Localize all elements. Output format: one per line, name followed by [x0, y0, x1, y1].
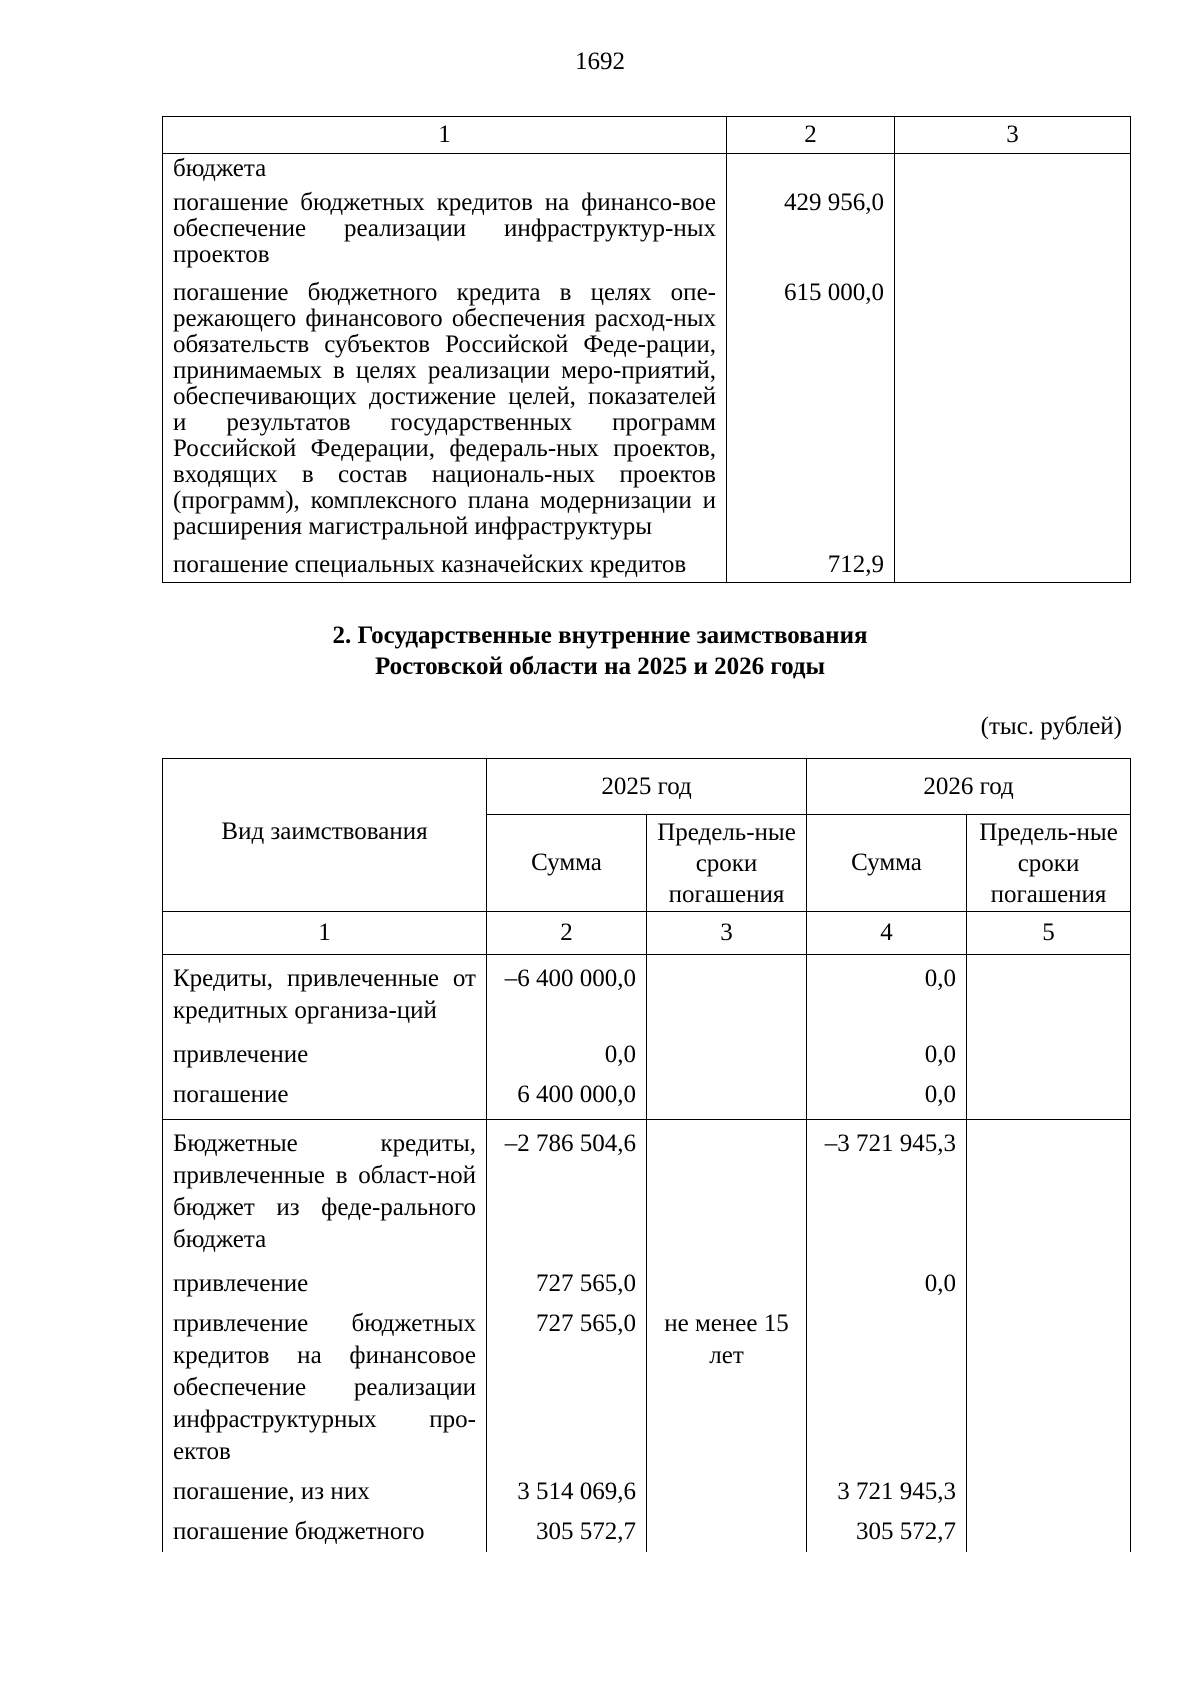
term-2026	[967, 1120, 1131, 1265]
term-2025	[647, 955, 807, 1036]
value-2026: 305 572,7	[807, 1512, 967, 1552]
row-empty-cell	[895, 274, 1131, 546]
table-row	[163, 1472, 1131, 1512]
row-description: погашение бюджетного кредита в целях опе-режающего финансового обеспечения расход-ных обязательств субъектов Российской Феде-рации, принимаемых в целях реализации меро-приятий, обеспечивающих достижение целей, показателей и результатов государственных программ Российской Федерации, федераль-ных проектов, входящих в состав националь-ных проектов (программ), комплексного плана модернизации и расширения магистральной инфраструктуры	[163, 274, 727, 546]
term-2026	[967, 1512, 1131, 1552]
value-2026: 0,0	[807, 955, 967, 1036]
col-number: 5	[967, 912, 1131, 955]
units-label: (тыс. рублей)	[980, 713, 1122, 740]
col-number: 3	[647, 912, 807, 955]
value-2026: 0,0	[807, 1264, 967, 1304]
table-row	[163, 546, 1131, 583]
value-2025: 727 565,0	[487, 1304, 647, 1472]
col-number: 2	[727, 117, 895, 154]
table-row	[163, 1264, 1131, 1304]
table-row	[163, 1075, 1131, 1120]
section-title-line: Ростовской области на 2025 и 2026 годы	[374, 653, 826, 680]
page-number: 1692	[575, 48, 625, 75]
header-row	[163, 759, 1131, 815]
col-number: 4	[807, 912, 967, 955]
term-2026	[967, 1075, 1131, 1120]
col-number: 1	[163, 117, 727, 154]
table-row	[163, 1035, 1131, 1075]
row-empty-cell	[895, 546, 1131, 583]
term-2025	[647, 1472, 807, 1512]
row-label: Бюджетные кредиты, привлеченные в област-ной бюджет из феде-рального бюджета	[163, 1120, 487, 1265]
row-label: погашение	[163, 1075, 487, 1120]
header-sum-2025: Сумма	[487, 815, 647, 912]
value-2026: –3 721 945,3	[807, 1120, 967, 1265]
value-2026: 0,0	[807, 1075, 967, 1120]
term-2026	[967, 1264, 1131, 1304]
value-2025: 305 572,7	[487, 1512, 647, 1552]
row-value: 712,9	[727, 546, 895, 583]
table-row	[163, 182, 1131, 274]
table-row	[163, 955, 1131, 1036]
row-label: погашение, из них	[163, 1472, 487, 1512]
row-label: привлечение	[163, 1035, 487, 1075]
row-empty-cell	[895, 182, 1131, 274]
table-row	[163, 274, 1131, 546]
table-row	[163, 1120, 1131, 1265]
term-2025	[647, 1075, 807, 1120]
term-2025	[647, 1120, 807, 1265]
row-label: привлечение бюджетных кредитов на финансовое обеспечение реализации инфраструктурных про-ектов	[163, 1304, 487, 1472]
column-number-row	[163, 912, 1131, 955]
value-2026	[807, 1304, 967, 1472]
row-description: бюджета	[163, 154, 727, 183]
value-2026: 3 721 945,3	[807, 1472, 967, 1512]
value-2025: 3 514 069,6	[487, 1472, 647, 1512]
term-2026	[967, 1035, 1131, 1075]
header-kind: Вид заимствования	[163, 759, 487, 912]
value-2025: 6 400 000,0	[487, 1075, 647, 1120]
row-empty-cell	[895, 154, 1131, 183]
header-year-2026: 2026 год	[807, 759, 1131, 815]
term-2026	[967, 1472, 1131, 1512]
row-value: 615 000,0	[727, 274, 895, 546]
term-2026	[967, 955, 1131, 1036]
header-terms-2025: Предель-ные сроки погашения	[647, 815, 807, 912]
value-2025: 727 565,0	[487, 1264, 647, 1304]
term-2026	[967, 1304, 1131, 1472]
section-title	[0, 620, 1200, 682]
value-2025: –6 400 000,0	[487, 955, 647, 1036]
repayment-table	[162, 116, 1131, 583]
col-number: 1	[163, 912, 487, 955]
value-2025: 0,0	[487, 1035, 647, 1075]
column-number-row	[163, 117, 1131, 154]
header-year-2025: 2025 год	[487, 759, 807, 815]
header-terms-2026: Предель-ные сроки погашения	[967, 815, 1131, 912]
row-description: погашение бюджетных кредитов на финансо-вое обеспечение реализации инфраструктур-ных проектов	[163, 182, 727, 274]
col-number: 3	[895, 117, 1131, 154]
table-row	[163, 1512, 1131, 1552]
term-2025	[647, 1264, 807, 1304]
row-label: привлечение	[163, 1264, 487, 1304]
value-2025: –2 786 504,6	[487, 1120, 647, 1265]
borrowings-table	[162, 758, 1131, 1552]
value-2026: 0,0	[807, 1035, 967, 1075]
row-label: Кредиты, привлеченные от кредитных организа-ций	[163, 955, 487, 1036]
header-sum-2026: Сумма	[807, 815, 967, 912]
section-title-line: 2. Государственные внутренние заимствования	[332, 622, 868, 649]
col-number: 2	[487, 912, 647, 955]
table-row	[163, 154, 1131, 183]
row-description: погашение специальных казначейских кредитов	[163, 546, 727, 583]
term-2025: не менее 15 лет	[647, 1304, 807, 1472]
row-value: 429 956,0	[727, 182, 895, 274]
term-2025	[647, 1512, 807, 1552]
table-row	[163, 1304, 1131, 1472]
term-2025	[647, 1035, 807, 1075]
row-value	[727, 154, 895, 183]
row-label: погашение бюджетного	[163, 1512, 487, 1552]
